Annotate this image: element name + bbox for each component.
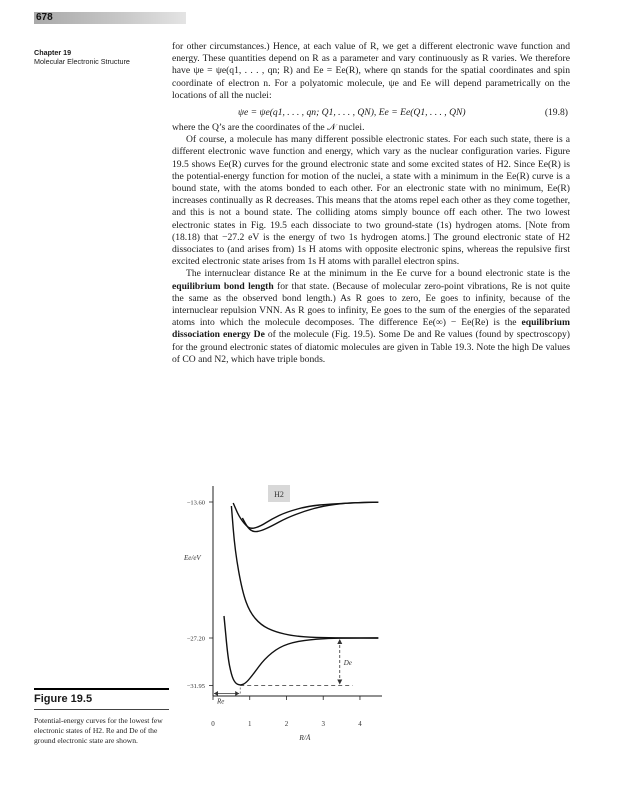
figure-caption xyxy=(34,688,174,746)
x-tick-label: 2 xyxy=(284,720,289,728)
equation-text: ψe = ψe(q1, . . . , qn; Q1, . . . , QN), Ee = Ee(Q1, . . . , QN) xyxy=(238,107,466,119)
paragraph-4 xyxy=(172,268,570,366)
figure-caption-text: Potential-energy curves for the lowest few electronic states of H2. Re and De of the ground electronic state are shown. xyxy=(34,716,163,745)
chapter-title: Molecular Electronic Structure xyxy=(34,57,130,66)
term-dissociation-energy: equilibrium dissociation energy De xyxy=(172,317,570,341)
y-axis-label: Ee/eV xyxy=(184,554,201,562)
caption-rule xyxy=(34,688,169,690)
de-label: De xyxy=(343,658,352,667)
equation-number: (19.8) xyxy=(544,107,568,119)
paragraph-4-part-a: The internuclear distance Re at the minimum in the Ee curve for a bound electronic state is the xyxy=(186,268,570,280)
y-tick-label: −27.20 xyxy=(186,635,205,643)
re-arrow-head-left xyxy=(214,691,218,696)
term-equilibrium-bond-length: equilibrium bond length xyxy=(172,280,274,292)
curve-series-3 xyxy=(233,502,378,528)
paragraph-1: for other circumstances.) Hence, at each value of R, we get a different electronic wave function and energy. These quantities depend on R as a parameter and vary continuously as R varies. We therefore have ψe = ψe(q1, . . . , qn; R) and Ee = Ee(R), where qn stands for the spatial coordinates and spin coordinate of electron n. For a polyatomic molecule, ψe and Ee will depend parametrically on the locations of all the nuclei: xyxy=(172,41,570,101)
x-axis-label: R/Å xyxy=(299,733,311,742)
page-number: 678 xyxy=(36,12,53,23)
potential-energy-chart xyxy=(172,470,392,760)
re-label: Re xyxy=(217,697,225,706)
x-tick-label: 1 xyxy=(247,720,252,728)
curve-series-2 xyxy=(231,506,378,638)
paragraph-2: where the Q’s are the coordinates of the 𝒩 nuclei. xyxy=(172,122,365,134)
de-arrow-head-top xyxy=(337,639,342,644)
equation-19-8 xyxy=(172,104,570,121)
figure-title: Figure 19.5 xyxy=(34,692,169,710)
y-tick-label: −31.95 xyxy=(186,683,205,690)
x-tick-label: 0 xyxy=(211,720,215,728)
paragraph-3: Of course, a molecule has many different possible electronic states. For each such state, there is a different electronic wave function and energy, which vary as the nuclear configuration varies. Figure 19.5 shows Ee(R) curves for the ground electronic state and some excited states of H2. Since Ee(R) is the potential-energy function for motion of the nuclei, a state with a minimum in the Ee(R) curve is a bound state, with the atoms bonded to each other. For an electronic state with no minimum, Ee(R) increases continually as R decreases. This means that the atoms repel each other as they come together, and this is not a bound state. The colliding atoms simply bounce off each other. The two lowest electronic states in Fig. 19.5 each dissociate to two ground-state (1s) hydrogen atoms. [Note from (18.18) that −27.2 eV is the energy of two 1s hydrogen atoms.] The ground electronic state of H2 dissociates to (and arises from) 1s H atoms with opposite electronic spins, whereas the repulsive first excited electronic state arises from 1s H atoms with parallel electron spins. xyxy=(172,134,570,268)
re-arrow-head-right xyxy=(235,691,239,696)
chapter-number: Chapter 19 xyxy=(34,48,72,57)
x-tick-label: 3 xyxy=(321,720,325,728)
y-tick-label: −13.60 xyxy=(186,499,205,507)
chapter-label xyxy=(34,48,174,66)
page-number-tab xyxy=(34,12,186,24)
x-tick-label: 4 xyxy=(358,720,362,728)
paragraph-4-part-c: of the molecule (Fig. 19.5). Some De and Re values (found by spectroscopy) for the ground electronic states of diatomic molecules are given in Table 19.3. Note the high De values of CO and N2, which have triple bonds. xyxy=(172,329,570,365)
body-text xyxy=(172,41,570,366)
curve-series-1 xyxy=(224,616,378,685)
figure-19-5 xyxy=(172,470,392,760)
paragraph-4-part-b: for that state. (Because of molecular zero-point vibrations, Re is not quite the same as the observed bond length.) As R goes to zero, Ee goes to infinity, because of the internuclear repulsion VNN. As R goes to infinity, Ee goes to the sum of the energies of the separated atoms into which the molecule decomposes. The difference Ee(∞) − Ee(Re) is the xyxy=(172,280,570,329)
de-arrow-head-bottom xyxy=(337,680,342,685)
h2-label: H2 xyxy=(274,490,284,499)
